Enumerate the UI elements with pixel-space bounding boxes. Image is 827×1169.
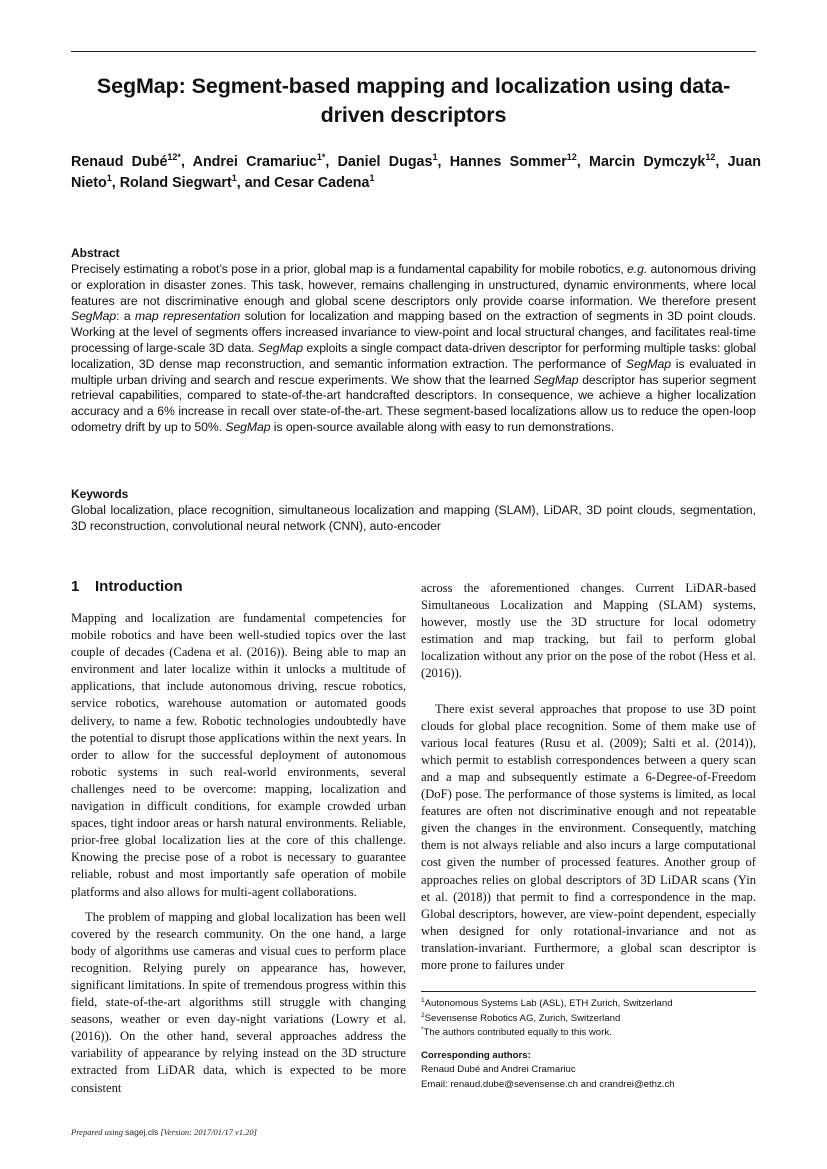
body-paragraph: across the aforementioned changes. Current LiDAR-based Simultaneous Localization and Mapping (SLAM) systems, however, mostly use the 3D structure for local odometry estimation and map tracking, but fail to perform global localization without any prior on the pose of the robot (Hess et al. (2016)). [421,581,756,681]
section-number: 1 [71,578,80,595]
footnotes [421,997,761,1092]
body-paragraph: Mapping and localization are fundamental competencies for mobile robotics and have been well-studied topics over the last couple of decades (Cadena et al. (2016)). Being able to map an environment and later localize within it unlocks a multitude of applications, that include autonomous driving, rescue robotics, service robotics, warehouse automation or automated goods delivery, to name a few. Robotic technologies undoubtedly have the potential to disrupt those applications within the next years. In order to allow for the successful deployment of autonomous robotic systems in such real-world environments, several challenges need to be overcome: mapping, localization and navigation in difficult conditions, for example crowded urban spaces, tight indoor areas or harsh natural environments. Reliable, prior-free global localization lies at the core of this challenge. Knowing the precise pose of a robot is necessary to guarantee reliable, robust and most importantly safe operation of mobile platforms and also allows for multi-agent collaborations. [71,611,406,899]
body-paragraph: The problem of mapping and global localization has been well covered by the research community. On the one hand, a large body of algorithms use cameras and visual cues to perform place recognition. Relying purely on appearance has, however, significant limitations. In spite of tremendous progress within this field, state-of-the-art algorithms still struggle with changing seasons, weather or even day-night variations (Lowry et al. (2016)). On the other hand, several approaches address the variability of appearance by relying instead on the 3D structure extracted from LiDAR data, which is expected to be more consistent [71,909,406,1095]
author-affiliation-mark: 1 [369,173,375,184]
author-affiliation-mark: 1 [106,173,112,184]
author-name: and Cesar Cadena [244,175,370,191]
author-affiliation-mark: 12 [566,152,577,163]
page-footer: Prepared using sagej.cls [Version: 2017/01/17 v1.20] [71,1127,257,1137]
equal-contribution-footnote: *The authors contributed equally to this work. [421,1025,612,1038]
paper-title: SegMap: Segment-based mapping and localization using data-driven descriptors [96,74,731,127]
keywords-text: Global localization, place recognition, simultaneous localization and mapping (SLAM), LiDAR, 3D point clouds, segmentation, 3D reconstruction, convolutional neural network (CNN), auto-encoder [71,503,756,533]
class-file-name: sagej.cls [125,1127,159,1137]
abstract-heading: Abstract [71,246,120,260]
author-name: Roland Siegwart [119,175,232,191]
corresponding-authors-names: Renaud Dubé and Andrei Cramariuc [421,1064,576,1075]
author-name: Renaud Dubé [71,154,168,170]
abstract-text: Precisely estimating a robot’s pose in a prior, global map is a fundamental capability for mobile robotics, e.g. autonomous driving or exploration in disaster zones. This task, however, remains challenging in unstructured, dynamic environments, where local features are not discriminative enough and global scene descriptors only provide coarse information. We therefore present SegMap: a map representation solution for localization and mapping based on the extraction of segments in 3D point clouds. Working at the level of segments offers increased invariance to view-point and local structural changes, and facilitates real-time processing of large-scale 3D data. SegMap exploits a single compact data-driven descriptor for performing multiple tasks: global localization, 3D dense map reconstruction, and semantic information extraction. The performance of SegMap is evaluated in multiple urban driving and search and rescue experiments. We show that the learned SegMap descriptor has superior segment retrieval capabilities, compared to state-of-the-art handcrafted descriptors. In consequence, we achieve a higher localization accuracy and a 6% increase in recall over state-of-the-art. These segment-based localizations allow us to reduce the open-loop odometry drift by up to 50%. SegMap is open-source available along with easy to run demonstrations. [71,262,756,434]
author-list: Renaud Dubé$^{12*}$, Andrei Cramariuc$^{1*}$, Daniel Dugas$^1$, Hannes Sommer$^{12}$, Marcin Dymczyk$^{12}$, Juan Nieto$^1$, Roland Siegwart$^1$, and Cesar Cadena$^1$ [71,152,761,191]
corresponding-authors-heading: Corresponding authors: [421,1049,531,1061]
section-title: Introduction [95,578,183,595]
author-name: Juan Nieto [71,154,761,191]
body-paragraph: There exist several approaches that propose to use 3D point clouds for global place recognition. Some of them make use of various local features (Rusu et al. (2009); Salti et al. (2014)), which permit to establish correspondences between a query scan and a map and subsequently estimate a 6-Degree-of-Freedom (DoF) pose. The performance of those systems is limited, as local features are often not discriminative enough and not repeatable given the changes in the environment. Consequently, matching them is not always reliable and also incurs a large computational cost given the number of processed features. Another group of approaches relies on global descriptors of 3D LiDAR scans (Yin et al. (2018)) that permit to find a correspondence in the map. Global descriptors, however, are view-point dependent, especially when designed for only rotational-invariance and not as translation-invariant. Furthermore, a global scan descriptor is more prone to failures under [421,701,756,972]
author-affiliation-mark: 1 [432,152,438,163]
author-name: Marcin Dymczyk [589,154,706,170]
author-name: Daniel Dugas [337,154,433,170]
footnote-rule [421,991,756,992]
author-affiliation-mark: 12* [167,152,181,163]
corresponding-authors-email[interactable]: Email: renaud.dube@sevensense.ch and crandrei@ethz.ch [421,1078,675,1090]
author-affiliation-mark: 1* [316,152,326,163]
author-name: Hannes Sommer [449,154,567,170]
affiliation-footnote: $^2$Sevensense Robotics AG, Zurich, Switzerland [421,1011,621,1024]
header-rule [71,51,756,52]
right-column [421,580,756,974]
introduction-heading [71,578,182,596]
keywords-heading: Keywords [71,487,129,501]
affiliation-footnote: $^1$Autonomous Systems Lab (ASL), ETH Zurich, Switzerland [421,996,673,1009]
author-affiliation-mark: 12 [705,152,716,163]
author-name: Andrei Cramariuc [192,154,317,170]
left-column [71,610,406,1097]
author-affiliation-mark: 1 [231,173,237,184]
